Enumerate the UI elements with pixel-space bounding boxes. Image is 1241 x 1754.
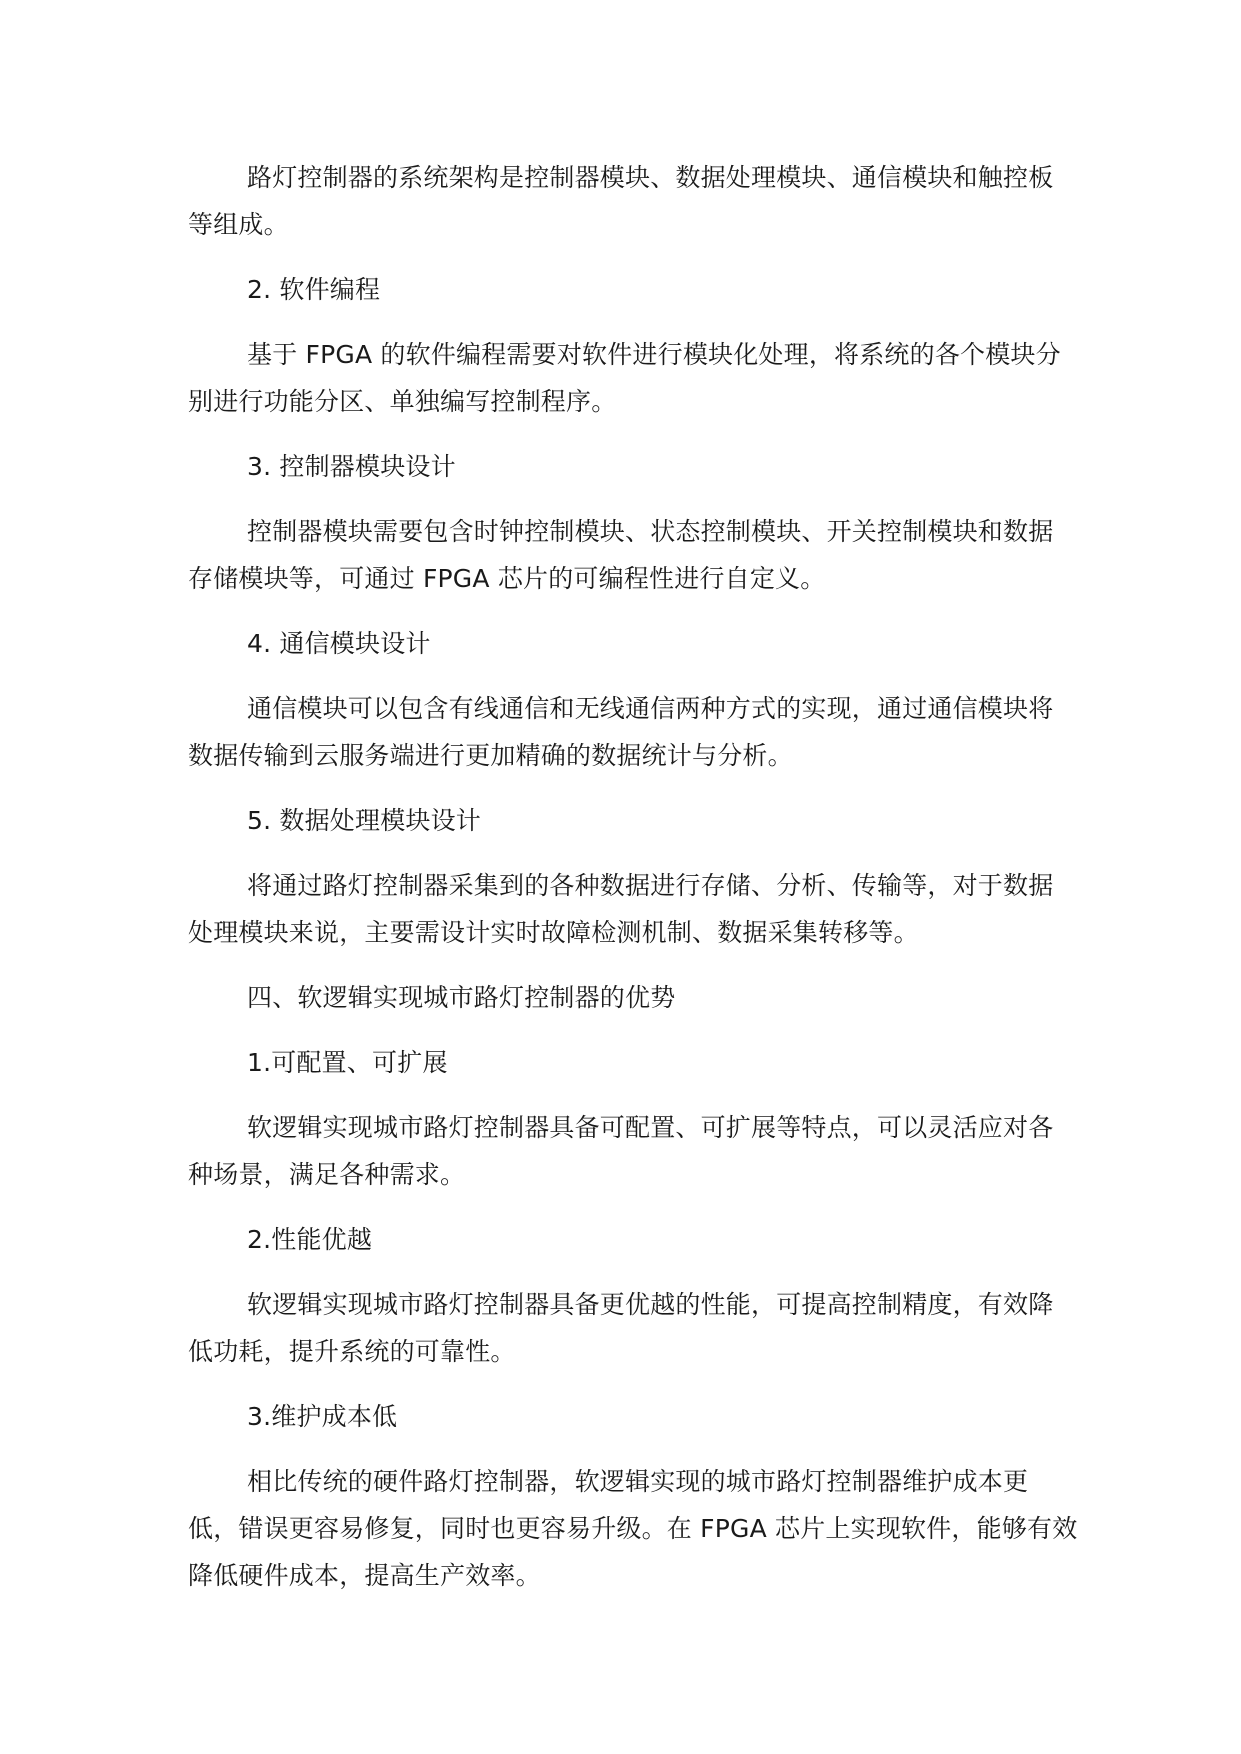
heading-data-processing-module-design: 5. 数据处理模块设计 [247,806,482,835]
paragraph-superior-performance: 软逻辑实现城市路灯控制器具备更优越的性能，可提高控制精度，有效降低功耗，提升系统的可靠性。 [188,1290,1054,1366]
heading-configurable-extensible: 1.可配置、可扩展 [247,1048,448,1077]
paragraph-data-processing-module-design: 将通过路灯控制器采集到的各种数据进行存储、分析、传输等，对于数据处理模块来说，主要需设计实时故障检测机制、数据采集转移等。 [188,871,1054,947]
heading-software-programming: 2. 软件编程 [247,275,381,304]
paragraph-software-programming: 基于 FPGA 的软件编程需要对软件进行模块化处理，将系统的各个模块分别进行功能分区、单独编写控制程序。 [188,340,1061,416]
paragraph-system-architecture: 路灯控制器的系统架构是控制器模块、数据处理模块、通信模块和触控板等组成。 [188,163,1054,239]
heading-advantages-section: 四、软逻辑实现城市路灯控制器的优势 [247,983,676,1012]
heading-controller-module-design: 3. 控制器模块设计 [247,452,456,481]
paragraph-communication-module-design: 通信模块可以包含有线通信和无线通信两种方式的实现，通过通信模块将数据传输到云服务端进行更加精确的数据统计与分析。 [188,694,1054,770]
heading-low-maintenance-cost: 3.维护成本低 [247,1402,398,1431]
heading-communication-module-design: 4. 通信模块设计 [247,629,431,658]
paragraph-configurable-extensible: 软逻辑实现城市路灯控制器具备可配置、可扩展等特点，可以灵活应对各种场景，满足各种需求。 [188,1113,1054,1189]
paragraph-low-maintenance-cost: 相比传统的硬件路灯控制器，软逻辑实现的城市路灯控制器维护成本更低，错误更容易修复，同时也更容易升级。在 FPGA 芯片上实现软件，能够有效降低硬件成本，提高生产效率。 [188,1467,1078,1590]
heading-superior-performance: 2.性能优越 [247,1225,373,1254]
paragraph-controller-module-design: 控制器模块需要包含时钟控制模块、状态控制模块、开关控制模块和数据存储模块等，可通过 FPGA 芯片的可编程性进行自定义。 [188,517,1054,593]
document-body [188,154,1078,1617]
